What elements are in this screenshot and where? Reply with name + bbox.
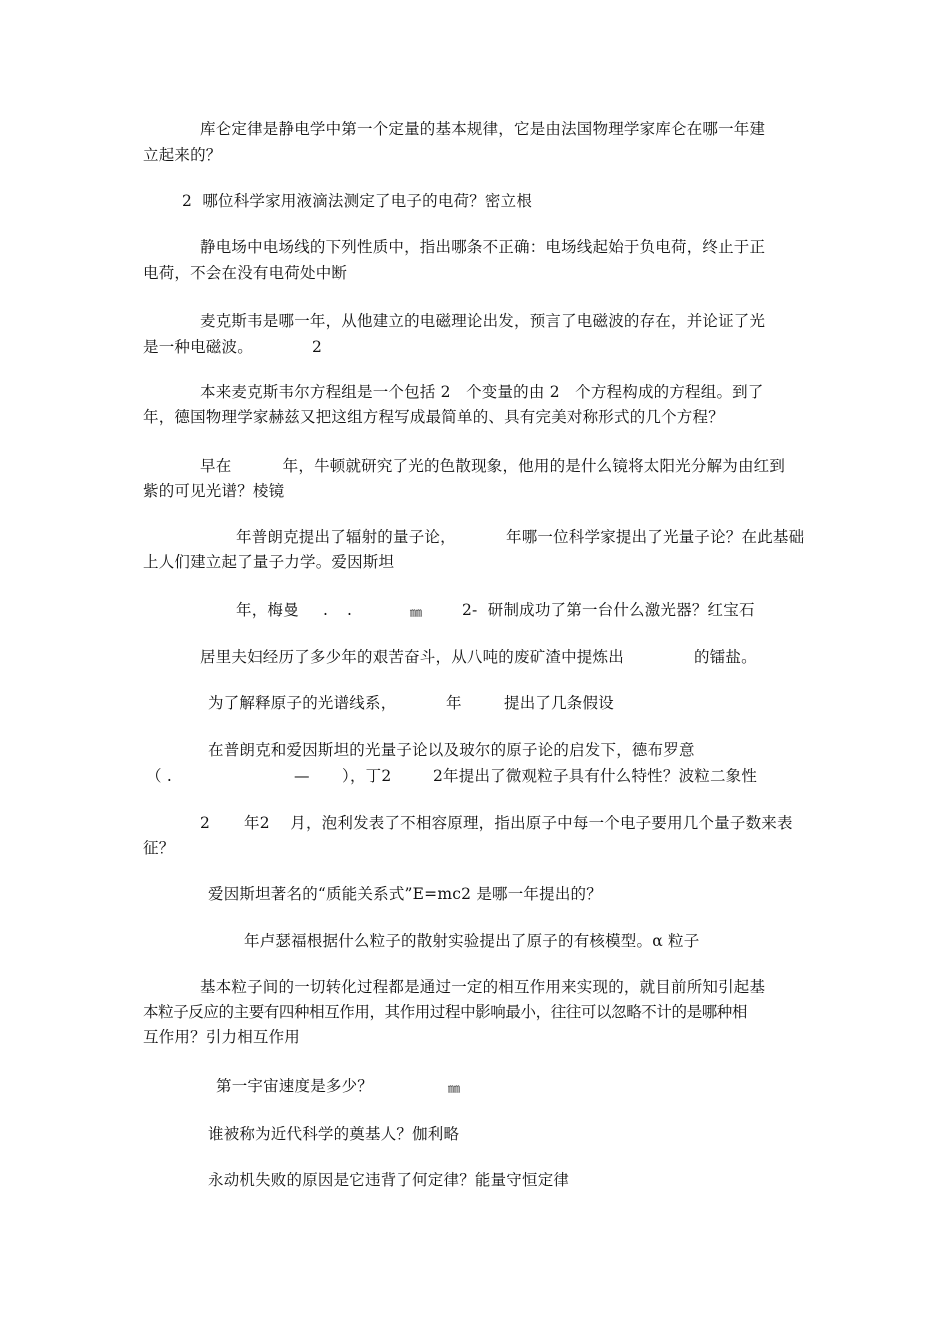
q9-text-2: 的镭盐。 [694, 648, 757, 666]
q2-line-1: 2 哪位科学家用液滴法测定了电子的电荷？密立根 [182, 192, 533, 210]
q11-line-1: 在普朗克和爱因斯坦的光量子论以及玻尔的原子论的启发下，德布罗意 [208, 741, 695, 759]
q7-line-1a: 年普朗克提出了辐射的量子论， [236, 528, 456, 546]
q3-line-1: 静电场中电场线的下列性质中，指出哪条不正确：电场线起始于负电荷，终止于正 [200, 238, 766, 256]
q11-text-2: （ . [146, 767, 172, 785]
q16-text-2: ㎜ [448, 1081, 461, 1095]
q8-text-3: . [347, 601, 353, 619]
q18-line-1: 永动机失败的原因是它违背了何定律？能量守恒定律 [208, 1171, 570, 1189]
q12-line-3: 征？ [143, 839, 175, 857]
q9-text-1: 居里夫妇经历了多少年的艰苦奋斗，从八吨的废矿渣中提炼出 [200, 648, 624, 666]
q11-text-4: ），丁2 [342, 767, 392, 785]
q13-line-1: 爱因斯坦著名的“质能关系式”E=mc2 是哪一年提出的？ [208, 885, 602, 903]
q4-line-3: 2 [312, 338, 323, 356]
q10-text-2: 年 [446, 694, 462, 712]
q6-line-2: 紫的可见光谱？棱镜 [143, 482, 285, 500]
q3-line-2: 电荷，不会在没有电荷处中断 [143, 264, 348, 282]
q15-line-2: 本粒子反应的主要有四种相互作用，其作用过程中影响最小，往往可以忽略不计的是哪种相 [143, 1003, 748, 1021]
q14-line-1: 年卢瑟福根据什么粒子的散射实验提出了原子的有核模型。α 粒子 [244, 932, 700, 950]
q8-text-2: . [323, 601, 329, 619]
q5-line-1: 本来麦克斯韦尔方程组是一个包括 2 个变量的由 2 个方程构成的方程组。到了 [200, 383, 764, 401]
q4-line-2: 是一种电磁波。 [143, 338, 253, 356]
q17-line-1: 谁被称为近代科学的奠基人？伽利略 [208, 1125, 460, 1143]
q1-line-1: 库仑定律是静电学中第一个定量的基本规律，它是由法国物理学家库仑在哪一年建 [200, 120, 766, 138]
q16-text-1: 第一宇宙速度是多少？ [216, 1077, 374, 1095]
q15-line-1: 基本粒子间的一切转化过程都是通过一定的相互作用来实现的，就目前所知引起基 [200, 978, 766, 996]
q10-text-3: 提出了几条假设 [504, 694, 614, 712]
q7-line-2: 上人们建立起了量子力学。爱因斯坦 [143, 553, 395, 571]
q6-line-1: 早在 年，牛顿就研究了光的色散现象，他用的是什么镜将太阳光分解为由红到 [200, 457, 786, 475]
q12-text-2: 年2 月，泡利发表了不相容原理，指出原子中每一个电子要用几个量子数来表 [244, 814, 793, 832]
q10-text-1: 为了解释原子的光谱线系， [208, 694, 397, 712]
q8-text-5: 2- 研制成功了第一台什么激光器？红宝石 [462, 601, 755, 619]
q11-text-3: — [294, 767, 310, 785]
q12-text-1: 2 [200, 814, 211, 832]
q4-line-1: 麦克斯韦是哪一年，从他建立的电磁理论出发，预言了电磁波的存在，并论证了光 [200, 312, 766, 330]
q7-line-1b: 年哪一位科学家提出了光量子论？在此基础 [506, 528, 805, 546]
q5-line-2: 年，德国物理学家赫兹又把这组方程写成最简单的、具有完美对称形式的几个方程？ [143, 408, 724, 426]
q1-line-2: 立起来的？ [143, 146, 222, 164]
q8-text-4: ㎜ [410, 605, 423, 619]
q8-text-1: 年，梅曼 [236, 601, 299, 619]
q11-text-5: 2年提出了微观粒子具有什么特性？波粒二象性 [433, 767, 758, 785]
q15-line-3: 互作用？引力相互作用 [143, 1028, 301, 1046]
